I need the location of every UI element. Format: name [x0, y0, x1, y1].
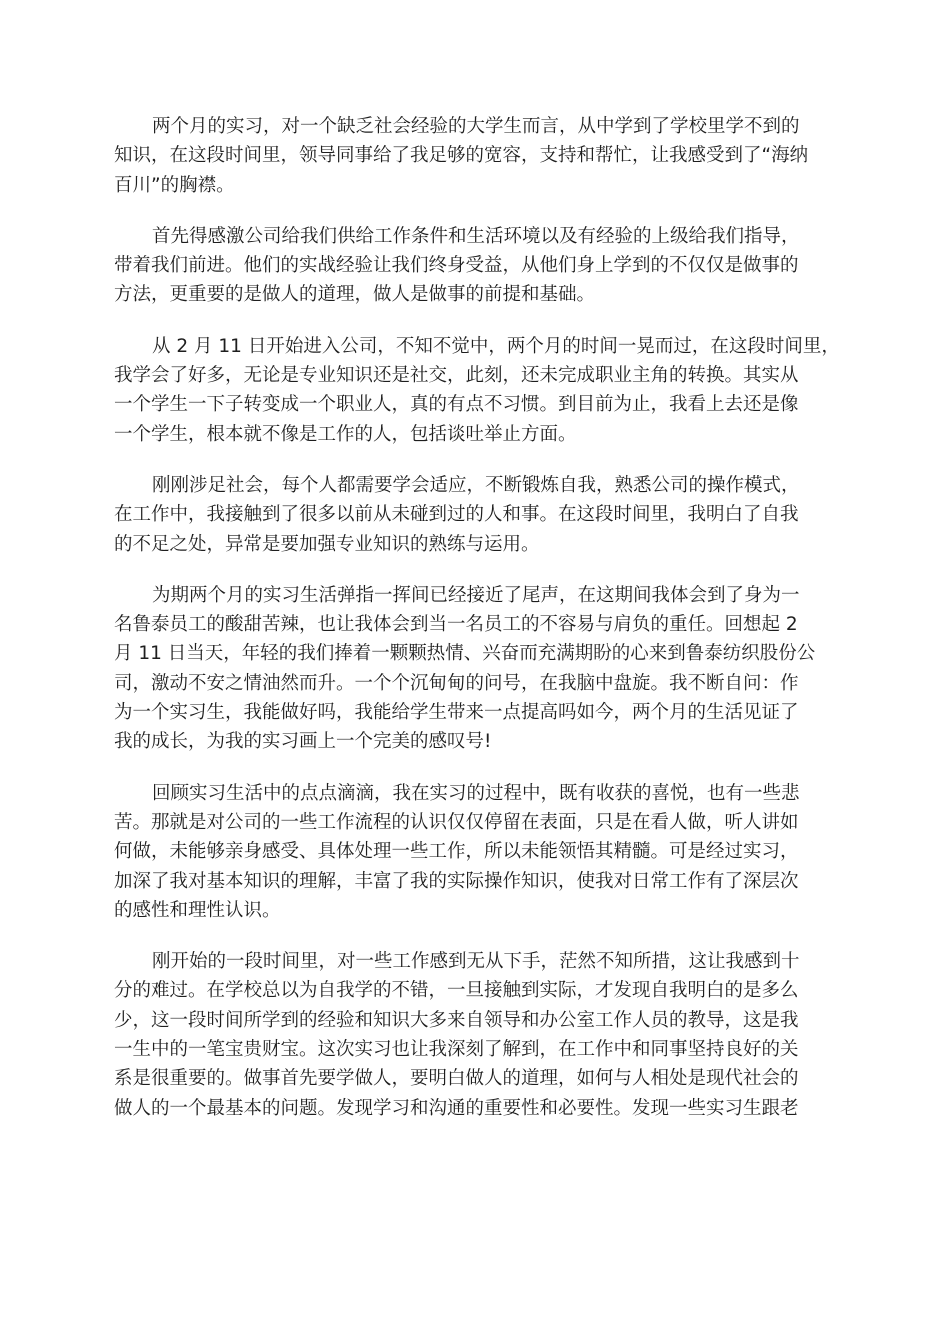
paragraph-line: 一生中的一笔宝贵财宝。这次实习也让我深刻了解到，在工作中和同事坚持良好的关: [114, 1039, 799, 1061]
paragraph-line: 苦。那就是对公司的一些工作流程的认识仅仅停留在表面，只是在看人做，听人讲如: [114, 811, 799, 833]
paragraph-line: 刚开始的一段时间里，对一些工作感到无从下手，茫然不知所措，这让我感到十: [152, 951, 800, 973]
paragraph-line: 做人的一个最基本的问题。发现学习和沟通的重要性和必要性。发现一些实习生跟老: [114, 1097, 799, 1119]
paragraph-line: 回顾实习生活中的点点滴滴，我在实习的过程中，既有收获的喜悦，也有一些悲: [152, 782, 800, 804]
paragraph-line: 的感性和理性认识。: [114, 899, 281, 921]
paragraph-line: 司，激动不安之情油然而升。一个个沉甸甸的问号，在我脑中盘旋。我不断自问：作: [114, 672, 799, 694]
paragraph-line: 方法，更重要的是做人的道理，做人是做事的前提和基础。: [114, 284, 596, 306]
paragraph-line: 百川”的胸襟。: [114, 174, 235, 196]
document-body: [114, 112, 840, 1145]
paragraph-6: [114, 779, 836, 925]
paragraph-2: [114, 222, 836, 310]
paragraph-line: 我的成长，为我的实习画上一个完美的感叹号!: [114, 731, 492, 753]
paragraph-line: 一个学生，根本就不像是工作的人，包括谈吐举止方面。: [114, 423, 577, 445]
paragraph-1: [114, 112, 836, 200]
paragraph-7: [114, 947, 836, 1123]
paragraph-line: 带着我们前进。他们的实战经验让我们终身受益，从他们身上学到的不仅仅是做事的: [114, 255, 799, 277]
paragraph-3: [114, 332, 840, 449]
paragraph-4: [114, 471, 836, 559]
paragraph-line: 加深了我对基本知识的理解，丰富了我的实际操作知识，使我对日常工作有了深层次: [114, 870, 799, 892]
paragraph-5: [114, 581, 836, 757]
paragraph-line: 一个学生一下子转变成一个职业人，真的有点不习惯。到目前为止，我看上去还是像: [114, 394, 799, 416]
paragraph-line: 名鲁泰员工的酸甜苦辣，也让我体会到当一名员工的不容易与肩负的重任。回想起 2: [114, 614, 798, 636]
paragraph-line: 为期两个月的实习生活弹指一挥间已经接近了尾声，在这期间我体会到了身为一: [152, 584, 800, 606]
paragraph-line: 何做，未能够亲身感受、具体处理一些工作，所以未能领悟其精髓。可是经过实习，: [114, 841, 799, 863]
paragraph-line: 知识，在这段时间里，领导同事给了我足够的宽容，支持和帮忙，让我感受到了“海纳: [114, 145, 809, 167]
paragraph-line: 首先得感激公司给我们供给工作条件和生活环境以及有经验的上级给我们指导，: [152, 225, 800, 247]
paragraph-line: 刚刚涉足社会，每个人都需要学会适应，不断锻炼自我，熟悉公司的操作模式，: [152, 474, 800, 496]
paragraph-line: 两个月的实习，对一个缺乏社会经验的大学生而言，从中学到了学校里学不到的: [152, 116, 800, 137]
paragraph-line: 为一个实习生，我能做好吗，我能给学生带来一点提高吗如今，两个月的生活见证了: [114, 702, 799, 724]
paragraph-line: 在工作中，我接触到了很多以前从未碰到过的人和事。在这段时间里，我明白了自我: [114, 504, 799, 526]
paragraph-line: 月 11 日当天，年轻的我们捧着一颗颗热情、兴奋而充满期盼的心来到鲁泰纺织股份公: [114, 643, 816, 665]
paragraph-line: 从 2 月 11 日开始进入公司，不知不觉中，两个月的时间一晃而过，在这段时间里，: [152, 335, 840, 357]
paragraph-line: 分的难过。在学校总以为自我学的不错，一旦接触到实际，才发现自我明白的是多么: [114, 980, 799, 1002]
paragraph-line: 我学会了好多，无论是专业知识还是社交，此刻，还未完成职业主角的转换。其实从: [114, 365, 799, 387]
paragraph-line: 的不足之处，异常是要加强专业知识的熟练与运用。: [114, 533, 540, 555]
paragraph-line: 系是很重要的。做事首先要学做人，要明白做人的道理，如何与人相处是现代社会的: [114, 1068, 799, 1090]
paragraph-line: 少，这一段时间所学到的经验和知识大多来自领导和办公室工作人员的教导，这是我: [114, 1009, 799, 1031]
